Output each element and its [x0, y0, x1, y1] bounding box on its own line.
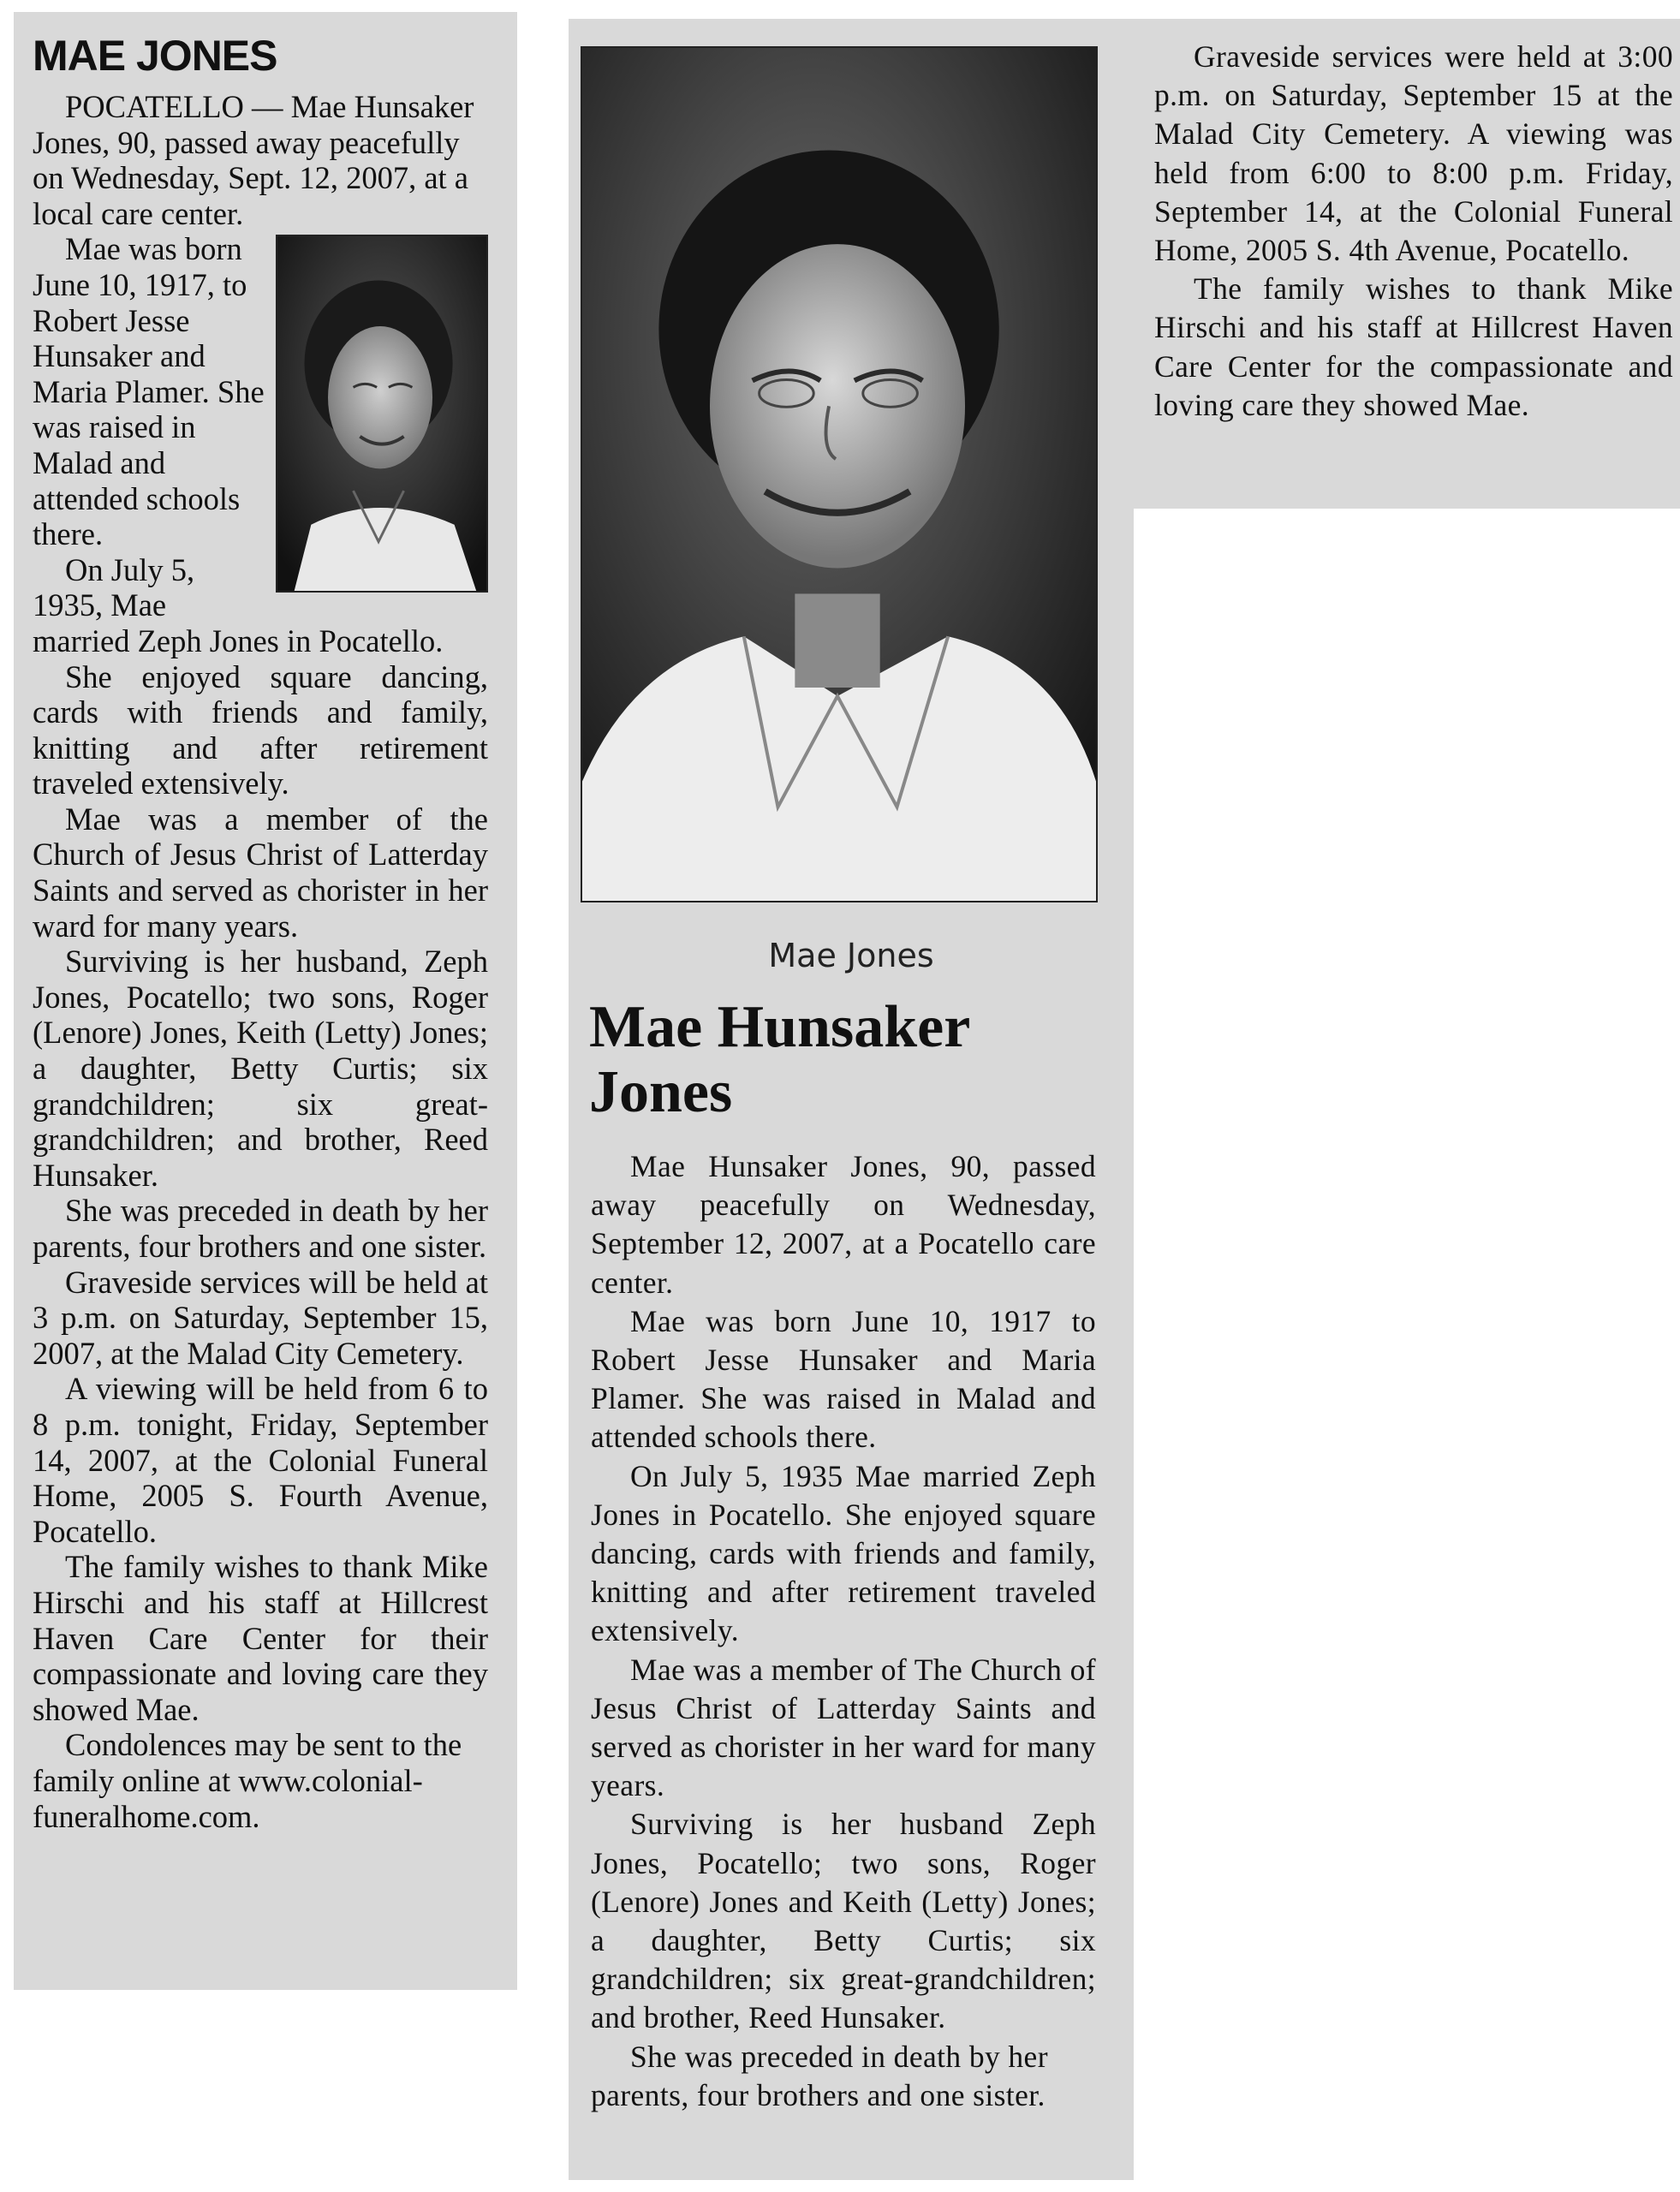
left-paragraph-10: The family wishes to thank Mike Hirschi and his staff at Hillcrest Haven Care Center for their compassionate and loving care they showed Mae. [33, 1549, 488, 1727]
left-paragraph-3: On July 5, 1935, Mae married Zeph Jones in Pocatello. [33, 551, 444, 658]
portrait-photo-large [581, 46, 1098, 902]
right-obituary-clipping [569, 19, 1134, 2180]
left-paragraph-1: POCATELLO — Mae Hunsaker Jones, 90, passed away peacefully on Wednesday, Sept. 12, 2007, at a local care center. [33, 89, 474, 231]
left-paragraph-2: Mae was born June 10, 1917, to Robert Jesse Hunsaker and Maria Plamer. She was raised in Malad and attended schools there. [33, 231, 265, 552]
left-headline: MAE JONES [33, 32, 277, 80]
portrait-image-large [582, 48, 1096, 901]
right-paragraph-3: On July 5, 1935 Mae married Zeph Jones in Pocatello. She enjoyed square dancing, cards with friends and family, knitting and after retirement traveled extensively. [591, 1458, 1096, 1648]
right-body-column [591, 1147, 1096, 2115]
left-paragraph-4: She enjoyed square dancing, cards with friends and family, knitting and after retirement traveled extensively. [33, 658, 488, 801]
right-paragraph-6: She was preceded in death by her parents, four brothers and one sister. [591, 2039, 1048, 2112]
left-paragraph-5: Mae was a member of the Church of Jesus Christ of Latterday Saints and served as chorister in her ward for many years. [33, 801, 488, 944]
portrait-photo-small [276, 235, 488, 593]
right-headline: Mae Hunsaker Jones [589, 994, 969, 1125]
right-paragraph-2: Mae was born June 10, 1917 to Robert Jesse Hunsaker and Maria Plamer. She was raised in Malad and attended schools there. [591, 1303, 1096, 1455]
left-paragraph-11: Condolences may be sent to the family online at www.colonial-funeralhome.com. [33, 1727, 462, 1834]
right-paragraph-1: Mae Hunsaker Jones, 90, passed away peacefully on Wednesday, September 12, 2007, at a Pocatello care center. [591, 1149, 1096, 1300]
left-paragraph-8: Graveside services will be held at 3 p.m. on Saturday, September 15, 2007, at the Malad City Cemetery. [33, 1264, 488, 1371]
left-paragraph-9: A viewing will be held from 6 to 8 p.m. tonight, Friday, September 14, 2007, at the Colonial Funeral Home, 2005 S. Fourth Avenue, Pocatello. [33, 1371, 488, 1549]
right-paragraph-5: Surviving is her husband Zeph Jones, Pocatello; two sons, Roger (Lenore) Jones and Keith (Letty) Jones; a daughter, Betty Curtis; six grandchildren; six great-grandchildren; and brother, Reed Hunsaker. [591, 1807, 1096, 2035]
right-continued-column [1134, 19, 1680, 509]
portrait-image-small [277, 236, 486, 591]
left-paragraph-6: Surviving is her husband, Zeph Jones, Pocatello; two sons, Roger (Lenore) Jones, Keith (Letty) Jones; a daughter, Betty Curtis; six grandchildren; six great-grandchildren; and brother, Reed Hunsaker. [33, 944, 488, 1193]
right-paragraph-8: The family wishes to thank Mike Hirschi and his staff at Hillcrest Haven Care Center for the compassionate and loving care they showed Mae. [1154, 271, 1673, 422]
right-paragraph-4: Mae was a member of The Church of Jesus Christ of Latterday Saints and served as chorister in her ward for many years. [591, 1652, 1096, 1803]
photo-caption: Mae Jones [768, 937, 934, 974]
left-paragraph-7: She was preceded in death by her parents, four brothers and one sister. [33, 1193, 488, 1264]
left-obituary-clipping [14, 12, 517, 1990]
right-paragraph-7: Graveside services were held at 3:00 p.m. on Saturday, September 15 at the Malad City Cemetery. A viewing was held from 6:00 to 8:00 p.m. Friday, September 14, at the Colonial Funeral Home, 2005 S. 4th Avenue, Pocatello. [1154, 39, 1673, 268]
